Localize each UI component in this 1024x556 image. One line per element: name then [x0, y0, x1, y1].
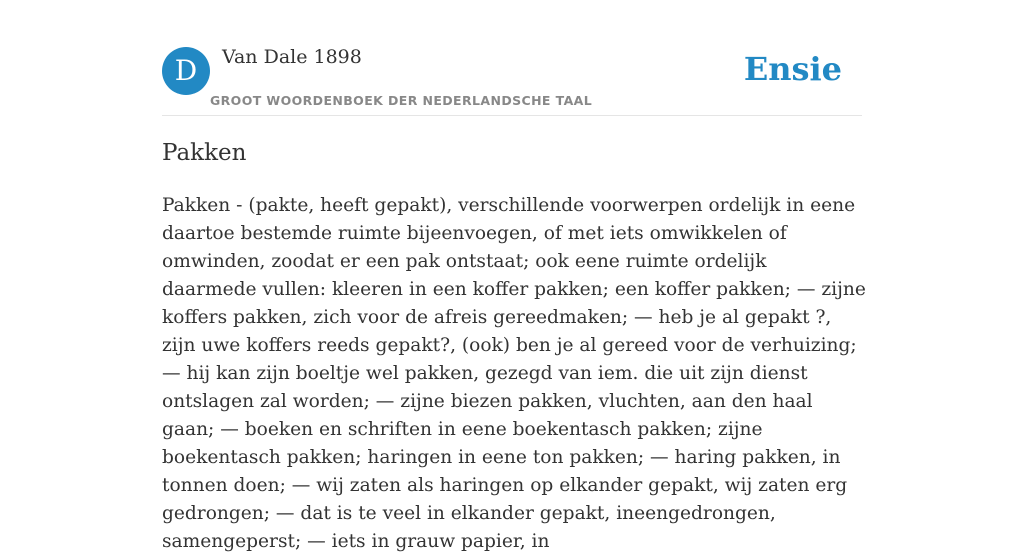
dictionary-name[interactable]: Van Dale 1898 [222, 46, 362, 68]
entry-definition: Pakken - (pakte, heeft gepakt), verschillende voorwerpen ordelijk in eene daartoe bestemde ruimte bijeenvoegen, of met iets omwikkelen of omwinden, zoodat er een pak ontstaat; ook eene ruimte ordelijk daarmede vullen: kleeren in een koffer pakken; een koffer pakken; — zijne koffers pakken, zich voor de afreis gereedmaken; — heb je al gepakt ?, zijn uwe koffers reeds gepakt?, (ook) ben je al gereed voor de verhuizing; — hij kan zijn boeltje wel pakken, gezegd van iem. die uit zijn dienst ontslagen zal worden; — zijne biezen pakken, vluchten, aan den haal gaan; — boeken en schriften in eene boekentasch pakken; zijne boekentasch pakken; haringen in eene ton pakken; — haring pakken, in tonnen doen; — wij zaten als haringen op elkander gepakt, wij zaten erg gedrongen; — dat is te veel in elkander gepakt, ineengedrongen, samengeperst; — iets in grauw papier, in [162, 195, 866, 552]
header-divider [162, 115, 862, 116]
brand-logo[interactable]: Ensie [743, 50, 842, 88]
dictionary-subtitle: GROOT WOORDENBOEK DER NEDERLANDSCHE TAAL [210, 93, 593, 108]
dictionary-logo[interactable]: D [162, 47, 210, 95]
site-header [162, 46, 862, 116]
entry-title: Pakken [162, 140, 247, 166]
